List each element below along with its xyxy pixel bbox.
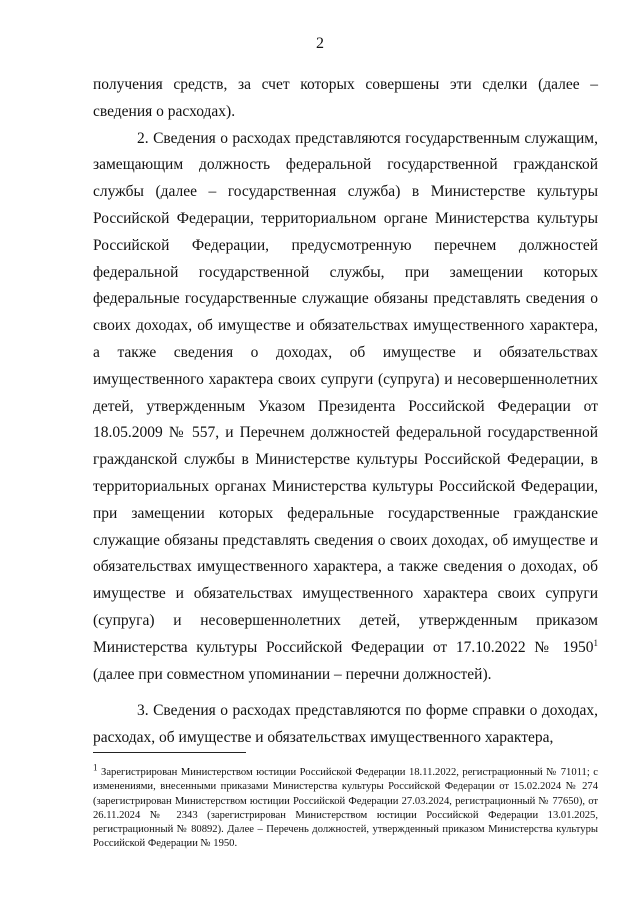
- page-number: 2: [316, 35, 324, 52]
- paragraph-2: [93, 126, 598, 689]
- paragraph-2-text: 2. Сведения о расходах представляются государственным служащим, замещающим должность федеральной государственной гражданской службы (далее – государственная служба) в Министерстве культуры Российской Федерации, территориальном органе Министерства культуры Российской Федерации, предусмотренную перечнем должностей федеральной государственной службы, при замещении которых федеральные государственные служащие обязаны представлять сведения о своих доходах, об имуществе и обязательствах имущественного характера, а также сведения о доходах, об имуществе и обязательствах имущественного характера своих супруги (супруга) и несовершеннолетних детей, утвержденным Указом Президента Российской Федерации от 18.05.2009 № 557, и Перечнем должностей федеральной государственной гражданской службы в Министерстве культуры Российской Федерации, в территориальных органах Министерства культуры Российской Федерации, при замещении которых федеральные государственные гражданские служащие обязаны представлять сведения о своих доходах, об имуществе и обязательствах имущественного характера, а также сведения о доходах, об имуществе и обязательствах имущественного характера своих супруги (супруга) и несовершеннолетних детей, утвержденным приказом Министерства культуры Российской Федерации от 17.10.2022 № 1950: [93, 129, 598, 656]
- footnote: [93, 762, 598, 852]
- footnote-text: Зарегистрирован Министерством юстиции Российской Федерации 18.11.2022, регистрационный № 71011; с изменениями, внесенными приказами Министерства культуры Российской Федерации от 15.02.2024 № 274 (зарегистрирован Министерством юстиции Российской Федерации 27.03.2024, регистрационный № 77650), от 26.11.2024 № 2343 (зарегистрирован Министерством юстиции Российской Федерации 13.01.2025, регистрационный № 80892). Далее – Перечень должностей, утвержденный приказом Министерства культуры Российской Федерации № 1950.: [93, 767, 598, 850]
- paragraph-2-tail: (далее при совместном упоминании – перечни должностей).: [93, 665, 492, 683]
- document-body: [93, 72, 598, 752]
- footnote-marker: 1: [93, 762, 98, 773]
- paragraph-continuation: получения средств, за счет которых совершены эти сделки (далее – сведения о расходах).: [93, 76, 598, 120]
- paragraph-3: 3. Сведения о расходах представляются по форме справки о доходах, расходах, об имуществе и обязательствах имущественного характера,: [93, 702, 598, 747]
- footnote-separator: [93, 752, 246, 753]
- footnote-reference: 1: [593, 637, 598, 648]
